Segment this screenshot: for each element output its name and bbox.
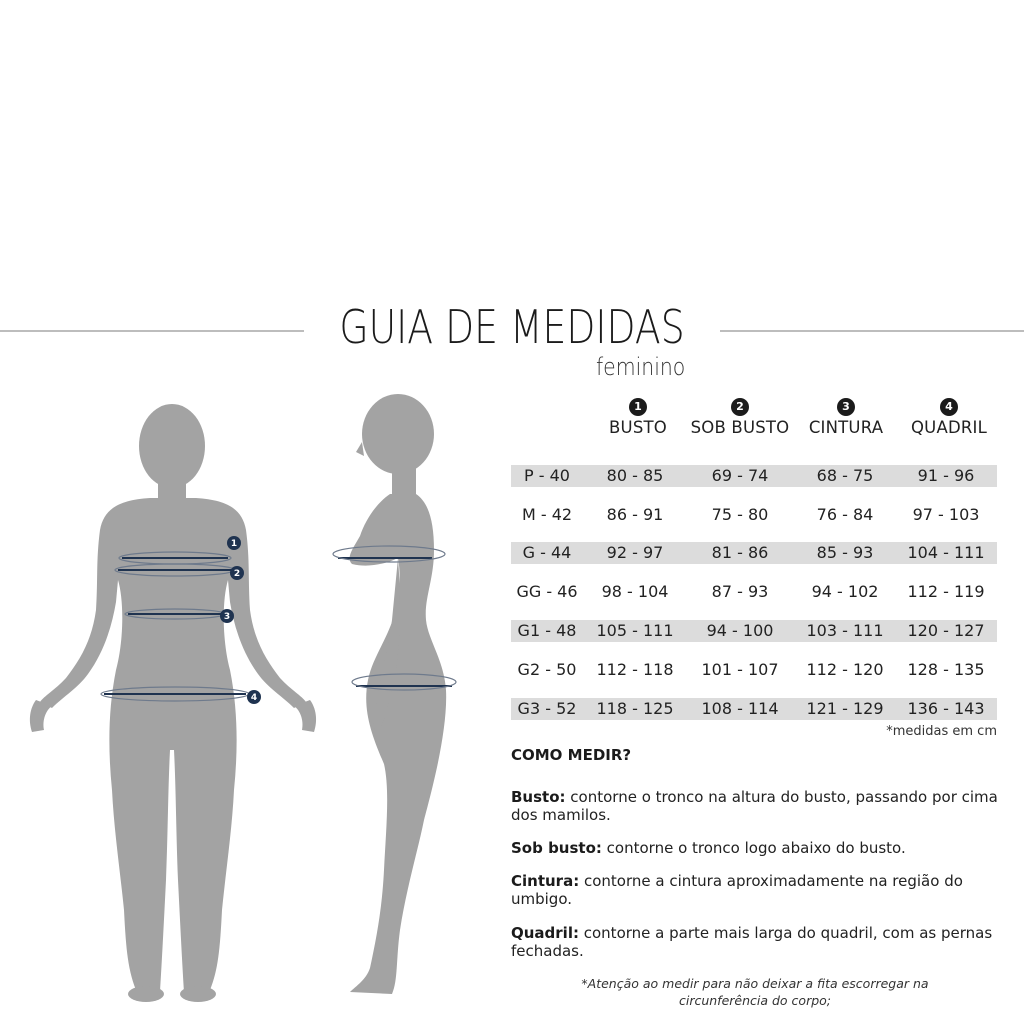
table-row — [511, 504, 997, 526]
instruction-cintura — [511, 872, 1011, 908]
value-sob-busto: 81 - 86 — [711, 543, 769, 562]
attention-note: *Atenção ao medir para não deixar a fita escorregar na circunferência do corpo; — [581, 976, 929, 1008]
value-cintura: 112 - 120 — [806, 660, 884, 679]
instruction-label: Busto: — [511, 788, 566, 806]
body-figures — [0, 390, 500, 1024]
size-label: GG - 46 — [516, 582, 578, 601]
column-number-badge: 2 — [731, 398, 749, 416]
instruction-label: Cintura: — [511, 872, 580, 890]
value-sob-busto: 69 - 74 — [711, 466, 769, 485]
column-number-badge: 4 — [940, 398, 958, 416]
header-rule-left — [0, 330, 304, 332]
value-busto: 92 - 97 — [606, 543, 664, 562]
column-number-badge: 1 — [629, 398, 647, 416]
column-label: CINTURA — [808, 418, 884, 437]
value-busto: 98 - 104 — [601, 582, 669, 601]
value-busto: 86 - 91 — [606, 505, 664, 524]
value-cintura: 85 - 93 — [816, 543, 874, 562]
column-number-badge: 3 — [837, 398, 855, 416]
how-to-measure-title: COMO MEDIR? — [511, 746, 632, 764]
column-header-sob-busto — [685, 398, 795, 437]
instruction-text: contorne o tronco logo abaixo do busto. — [606, 839, 906, 857]
value-sob-busto: 94 - 100 — [706, 621, 774, 640]
value-busto: 80 - 85 — [606, 466, 664, 485]
instruction-text: contorne a parte mais larga do quadril, com as pernas fechadas. — [511, 924, 993, 960]
value-quadril: 97 - 103 — [912, 505, 980, 524]
table-row — [511, 659, 997, 681]
front-figure — [30, 404, 316, 1002]
column-label: BUSTO — [609, 418, 667, 437]
marker-3: 3 — [223, 612, 231, 622]
header-rule-right — [720, 330, 1024, 332]
page-title: GUIA DE MEDIDAS — [339, 300, 685, 354]
table-row — [511, 620, 997, 642]
size-label: G1 - 48 — [517, 621, 577, 640]
value-cintura: 94 - 102 — [811, 582, 879, 601]
page-subtitle: feminino — [596, 353, 686, 381]
size-label: G - 44 — [522, 543, 572, 562]
unit-note: *medidas em cm — [886, 724, 997, 739]
value-sob-busto: 75 - 80 — [711, 505, 769, 524]
value-quadril: 112 - 119 — [907, 582, 985, 601]
instruction-text: contorne a cintura aproximadamente na região do umbigo. — [511, 872, 963, 908]
value-quadril: 91 - 96 — [917, 466, 975, 485]
instruction-quadril — [511, 924, 1011, 960]
instruction-sob-busto — [511, 839, 1011, 857]
instruction-busto — [511, 788, 1011, 824]
marker-1: 1 — [230, 539, 238, 549]
table-row — [511, 698, 997, 720]
value-busto: 112 - 118 — [596, 660, 674, 679]
column-header-quadril — [894, 398, 1004, 437]
instruction-label: Sob busto: — [511, 839, 602, 857]
value-busto: 118 - 125 — [596, 699, 674, 718]
instruction-label: Quadril: — [511, 924, 579, 942]
side-figure — [350, 394, 447, 994]
value-cintura: 76 - 84 — [816, 505, 874, 524]
value-sob-busto: 87 - 93 — [711, 582, 769, 601]
value-sob-busto: 108 - 114 — [701, 699, 779, 718]
value-sob-busto: 101 - 107 — [701, 660, 779, 679]
value-cintura: 68 - 75 — [816, 466, 874, 485]
column-header-cintura — [791, 398, 901, 437]
instruction-text: contorne o tronco na altura do busto, passando por cima dos mamilos. — [511, 788, 998, 824]
size-label: M - 42 — [521, 505, 573, 524]
table-row — [511, 465, 997, 487]
size-label: G2 - 50 — [517, 660, 577, 679]
value-quadril: 128 - 135 — [907, 660, 985, 679]
column-header-busto — [583, 398, 693, 437]
marker-2: 2 — [233, 569, 241, 579]
value-cintura: 103 - 111 — [806, 621, 884, 640]
marker-4: 4 — [250, 693, 258, 703]
value-cintura: 121 - 129 — [806, 699, 884, 718]
value-quadril: 104 - 111 — [907, 543, 985, 562]
body-silhouettes-illustration — [0, 390, 500, 1024]
table-row — [511, 542, 997, 564]
value-quadril: 120 - 127 — [907, 621, 985, 640]
column-label: QUADRIL — [911, 418, 987, 437]
table-row — [511, 581, 997, 603]
value-quadril: 136 - 143 — [907, 699, 985, 718]
size-label: G3 - 52 — [517, 699, 577, 718]
size-label: P - 40 — [524, 466, 570, 485]
column-label: SOB BUSTO — [690, 418, 790, 437]
value-busto: 105 - 111 — [596, 621, 674, 640]
